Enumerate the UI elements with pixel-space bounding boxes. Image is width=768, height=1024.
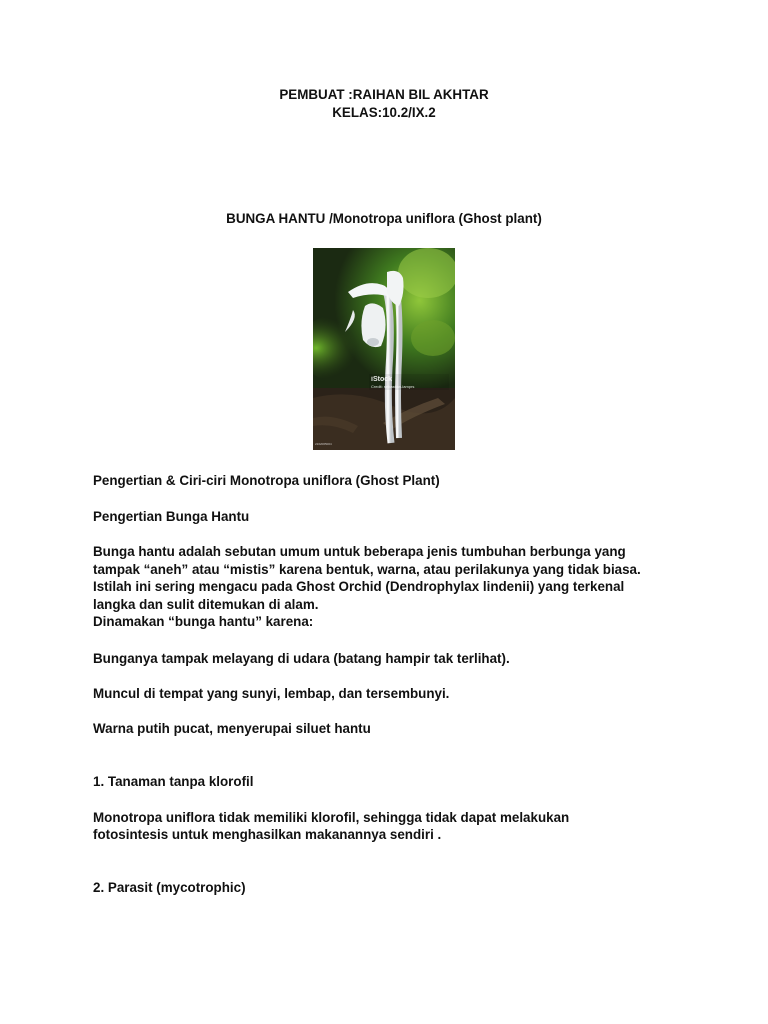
paragraph-line: Bunga hantu adalah sebutan umum untuk beberapa jenis tumbuhan berbunga yang xyxy=(93,544,626,559)
document-title: BUNGA HANTU /Monotropa uniflora (Ghost plant) xyxy=(226,211,542,226)
ghost-plant-photo xyxy=(313,248,455,450)
reason-item: Muncul di tempat yang sunyi, lembap, dan tersembunyi. xyxy=(93,686,450,701)
point1-heading: 1. Tanaman tanpa klorofil xyxy=(93,774,254,789)
photo-id: 2162065004 xyxy=(315,442,332,446)
watermark-text: iStock xyxy=(371,376,393,383)
point1-line: fotosintesis untuk menghasilkan makanannya sendiri . xyxy=(93,827,442,842)
subheading: Pengertian Bunga Hantu xyxy=(93,509,250,524)
paragraph-line: langka dan sulit ditemukan di alam. xyxy=(93,597,319,612)
reason-item: Warna putih pucat, menyerupai siluet hantu xyxy=(93,721,371,736)
point2-heading: 2. Parasit (mycotrophic) xyxy=(93,880,246,895)
paragraph-line: Dinamakan “bunga hantu” karena: xyxy=(93,614,314,629)
photo-credit: Credit: sebastian-lamprs xyxy=(371,384,415,389)
paragraph-line: tampak “aneh” atau “mistis” karena bentuk, warna, atau perilakunya yang tidak biasa. xyxy=(93,562,641,577)
author-line: PEMBUAT :RAIHAN BIL AKHTAR xyxy=(279,87,489,102)
class-line: KELAS:10.2/IX.2 xyxy=(332,105,436,120)
section-heading: Pengertian & Ciri-ciri Monotropa uniflora (Ghost Plant) xyxy=(93,473,440,488)
point1-line: Monotropa uniflora tidak memiliki klorofil, sehingga tidak dapat melakukan xyxy=(93,810,570,825)
paragraph-line: Istilah ini sering mengacu pada Ghost Orchid (Dendrophylax lindenii) yang terkenal xyxy=(93,579,625,594)
reason-item: Bunganya tampak melayang di udara (batang hampir tak terlihat). xyxy=(93,651,510,666)
